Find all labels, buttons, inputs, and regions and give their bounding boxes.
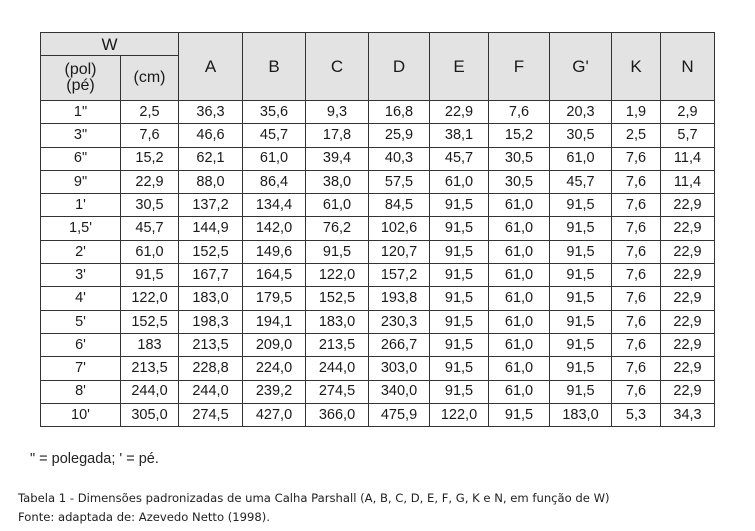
table-cell: 22,9	[661, 380, 715, 403]
table-cell: 34,3	[661, 403, 715, 426]
table-cell: 152,5	[306, 287, 369, 310]
header-col-c: C	[306, 33, 369, 101]
table-cell: 38,1	[430, 124, 489, 147]
table-footnote: " = polegada; ' = pé.	[30, 451, 159, 467]
table-cell: 1,9	[612, 101, 661, 124]
table-cell: 39,4	[306, 147, 369, 170]
table-cell: 91,5	[430, 240, 489, 263]
table-row	[41, 240, 715, 263]
table-cell: 22,9	[661, 264, 715, 287]
table-row	[41, 287, 715, 310]
table-cell: 22,9	[661, 217, 715, 240]
table-cell: 7,6	[489, 101, 550, 124]
cell-w-cm: 7,6	[121, 124, 179, 147]
table-row	[41, 264, 715, 287]
table-cell: 137,2	[179, 194, 243, 217]
table-cell: 84,5	[369, 194, 430, 217]
table-cell: 30,5	[489, 170, 550, 193]
table-cell: 91,5	[550, 217, 612, 240]
table-cell: 142,0	[243, 217, 306, 240]
table-cell: 2,5	[612, 124, 661, 147]
table-cell: 46,6	[179, 124, 243, 147]
table-cell: 274,5	[179, 403, 243, 426]
table-cell: 11,4	[661, 170, 715, 193]
table-cell: 91,5	[489, 403, 550, 426]
table-cell: 91,5	[430, 357, 489, 380]
table-cell: 61,0	[306, 194, 369, 217]
table-cell: 427,0	[243, 403, 306, 426]
cell-w-cm: 244,0	[121, 380, 179, 403]
table-cell: 45,7	[243, 124, 306, 147]
cell-w-pol-pe: 1"	[41, 101, 121, 124]
cell-w-pol-pe: 2'	[41, 240, 121, 263]
header-pol-pe	[41, 56, 121, 101]
table-cell: 7,6	[612, 147, 661, 170]
table-cell: 38,0	[306, 170, 369, 193]
table-cell: 62,1	[179, 147, 243, 170]
table-cell: 7,6	[612, 170, 661, 193]
table-cell: 5,7	[661, 124, 715, 147]
table-cell: 91,5	[430, 380, 489, 403]
table-cell: 22,9	[661, 287, 715, 310]
table-cell: 120,7	[369, 240, 430, 263]
table-cell: 45,7	[430, 147, 489, 170]
table-cell: 198,3	[179, 310, 243, 333]
table-cell: 7,6	[612, 240, 661, 263]
table-cell: 230,3	[369, 310, 430, 333]
table-header	[41, 33, 715, 101]
table-row	[41, 380, 715, 403]
table-cell: 35,6	[243, 101, 306, 124]
cell-w-cm: 2,5	[121, 101, 179, 124]
table-row	[41, 101, 715, 124]
table-row	[41, 194, 715, 217]
table-cell: 61,0	[489, 357, 550, 380]
table-cell: 61,0	[550, 147, 612, 170]
parshall-dimensions-table	[40, 32, 715, 427]
cell-w-pol-pe: 8'	[41, 380, 121, 403]
header-col-n: N	[661, 33, 715, 101]
table-cell: 91,5	[550, 287, 612, 310]
cell-w-pol-pe: 9"	[41, 170, 121, 193]
table-cell: 91,5	[430, 333, 489, 356]
table-row	[41, 124, 715, 147]
cell-w-cm: 15,2	[121, 147, 179, 170]
table-row	[41, 357, 715, 380]
cell-w-cm: 213,5	[121, 357, 179, 380]
table-cell: 61,0	[489, 264, 550, 287]
table-cell: 57,5	[369, 170, 430, 193]
header-col-b: B	[243, 33, 306, 101]
table-cell: 183,0	[179, 287, 243, 310]
table-cell: 61,0	[489, 240, 550, 263]
table-cell: 183,0	[306, 310, 369, 333]
cell-w-pol-pe: 5'	[41, 310, 121, 333]
table-cell: 45,7	[550, 170, 612, 193]
table-cell: 30,5	[550, 124, 612, 147]
table-cell: 7,6	[612, 194, 661, 217]
table-body	[41, 101, 715, 427]
header-pol: (pol)	[64, 61, 97, 78]
table-cell: 7,6	[612, 310, 661, 333]
table-cell: 102,6	[369, 217, 430, 240]
cell-w-pol-pe: 6"	[41, 147, 121, 170]
header-col-e: E	[430, 33, 489, 101]
table-row	[41, 310, 715, 333]
table-cell: 164,5	[243, 264, 306, 287]
table-row	[41, 403, 715, 426]
cell-w-cm: 122,0	[121, 287, 179, 310]
table-row	[41, 170, 715, 193]
table-cell: 91,5	[430, 287, 489, 310]
cell-w-pol-pe: 7'	[41, 357, 121, 380]
table-cell: 5,3	[612, 403, 661, 426]
table-cell: 61,0	[489, 194, 550, 217]
table-cell: 86,4	[243, 170, 306, 193]
table-cell: 25,9	[369, 124, 430, 147]
table-cell: 7,6	[612, 333, 661, 356]
table-cell: 193,8	[369, 287, 430, 310]
cell-w-pol-pe: 10'	[41, 403, 121, 426]
table-cell: 22,9	[661, 357, 715, 380]
table-cell: 61,0	[489, 333, 550, 356]
table-cell: 30,5	[489, 147, 550, 170]
table-cell: 11,4	[661, 147, 715, 170]
table-cell: 303,0	[369, 357, 430, 380]
cell-w-pol-pe: 4'	[41, 287, 121, 310]
cell-w-pol-pe: 6'	[41, 333, 121, 356]
table-cell: 9,3	[306, 101, 369, 124]
table-cell: 22,9	[430, 101, 489, 124]
table-cell: 61,0	[489, 287, 550, 310]
table-cell: 209,0	[243, 333, 306, 356]
cell-w-pol-pe: 1,5'	[41, 217, 121, 240]
header-col-f: F	[489, 33, 550, 101]
table-cell: 22,9	[661, 310, 715, 333]
header-w: W	[41, 33, 179, 56]
table-caption	[18, 489, 610, 527]
table-cell: 157,2	[369, 264, 430, 287]
table-cell: 134,4	[243, 194, 306, 217]
table-cell: 228,8	[179, 357, 243, 380]
table-cell: 274,5	[306, 380, 369, 403]
table-cell: 7,6	[612, 380, 661, 403]
cell-w-cm: 30,5	[121, 194, 179, 217]
table-cell: 20,3	[550, 101, 612, 124]
table-row	[41, 333, 715, 356]
table-cell: 91,5	[550, 310, 612, 333]
table-cell: 213,5	[179, 333, 243, 356]
cell-w-cm: 22,9	[121, 170, 179, 193]
table-cell: 122,0	[430, 403, 489, 426]
table-cell: 244,0	[306, 357, 369, 380]
table-cell: 61,0	[489, 217, 550, 240]
table-cell: 7,6	[612, 217, 661, 240]
table-cell: 7,6	[612, 264, 661, 287]
table-cell: 91,5	[430, 264, 489, 287]
table-cell: 91,5	[430, 194, 489, 217]
table-cell: 183,0	[550, 403, 612, 426]
table-cell: 22,9	[661, 240, 715, 263]
table-cell: 76,2	[306, 217, 369, 240]
table-cell: 16,8	[369, 101, 430, 124]
cell-w-pol-pe: 3'	[41, 264, 121, 287]
table-cell: 91,5	[550, 357, 612, 380]
header-col-d: D	[369, 33, 430, 101]
table-cell: 91,5	[550, 380, 612, 403]
table-cell: 149,6	[243, 240, 306, 263]
table-cell: 213,5	[306, 333, 369, 356]
table-cell: 7,6	[612, 357, 661, 380]
table-cell: 244,0	[179, 380, 243, 403]
table-cell: 88,0	[179, 170, 243, 193]
caption-title: Tabela 1 - Dimensões padronizadas de uma Calha Parshall (A, B, C, D, E, F, G, K e N, em função de W)	[18, 491, 610, 505]
table-cell: 366,0	[306, 403, 369, 426]
table-cell: 22,9	[661, 194, 715, 217]
cell-w-cm: 61,0	[121, 240, 179, 263]
cell-w-cm: 45,7	[121, 217, 179, 240]
table-cell: 167,7	[179, 264, 243, 287]
table-cell: 194,1	[243, 310, 306, 333]
table-cell: 61,0	[489, 310, 550, 333]
table-cell: 91,5	[430, 310, 489, 333]
table-cell: 91,5	[550, 333, 612, 356]
table-cell: 2,9	[661, 101, 715, 124]
table-cell: 17,8	[306, 124, 369, 147]
cell-w-cm: 91,5	[121, 264, 179, 287]
table-cell: 40,3	[369, 147, 430, 170]
cell-w-cm: 152,5	[121, 310, 179, 333]
table-row	[41, 147, 715, 170]
table-row	[41, 217, 715, 240]
table-cell: 340,0	[369, 380, 430, 403]
table-cell: 144,9	[179, 217, 243, 240]
table-cell: 61,0	[430, 170, 489, 193]
header-col-g: G'	[550, 33, 612, 101]
header-col-a: A	[179, 33, 243, 101]
cell-w-cm: 305,0	[121, 403, 179, 426]
table-cell: 61,0	[243, 147, 306, 170]
table-cell: 179,5	[243, 287, 306, 310]
table-cell: 61,0	[489, 380, 550, 403]
caption-source: Fonte: adaptada de: Azevedo Netto (1998).	[18, 510, 270, 524]
cell-w-pol-pe: 1'	[41, 194, 121, 217]
cell-w-pol-pe: 3"	[41, 124, 121, 147]
table-cell: 91,5	[550, 264, 612, 287]
table-cell: 7,6	[612, 287, 661, 310]
table-cell: 15,2	[489, 124, 550, 147]
table-cell: 224,0	[243, 357, 306, 380]
table-cell: 239,2	[243, 380, 306, 403]
table-cell: 266,7	[369, 333, 430, 356]
table-cell: 91,5	[430, 217, 489, 240]
table-cell: 91,5	[550, 194, 612, 217]
table-cell: 91,5	[306, 240, 369, 263]
table-cell: 122,0	[306, 264, 369, 287]
header-cm: (cm)	[121, 56, 179, 101]
table-cell: 152,5	[179, 240, 243, 263]
cell-w-cm: 183	[121, 333, 179, 356]
table-cell: 91,5	[550, 240, 612, 263]
table-cell: 36,3	[179, 101, 243, 124]
table-cell: 475,9	[369, 403, 430, 426]
table-cell: 22,9	[661, 333, 715, 356]
header-col-k: K	[612, 33, 661, 101]
header-pe: (pé)	[66, 77, 95, 94]
